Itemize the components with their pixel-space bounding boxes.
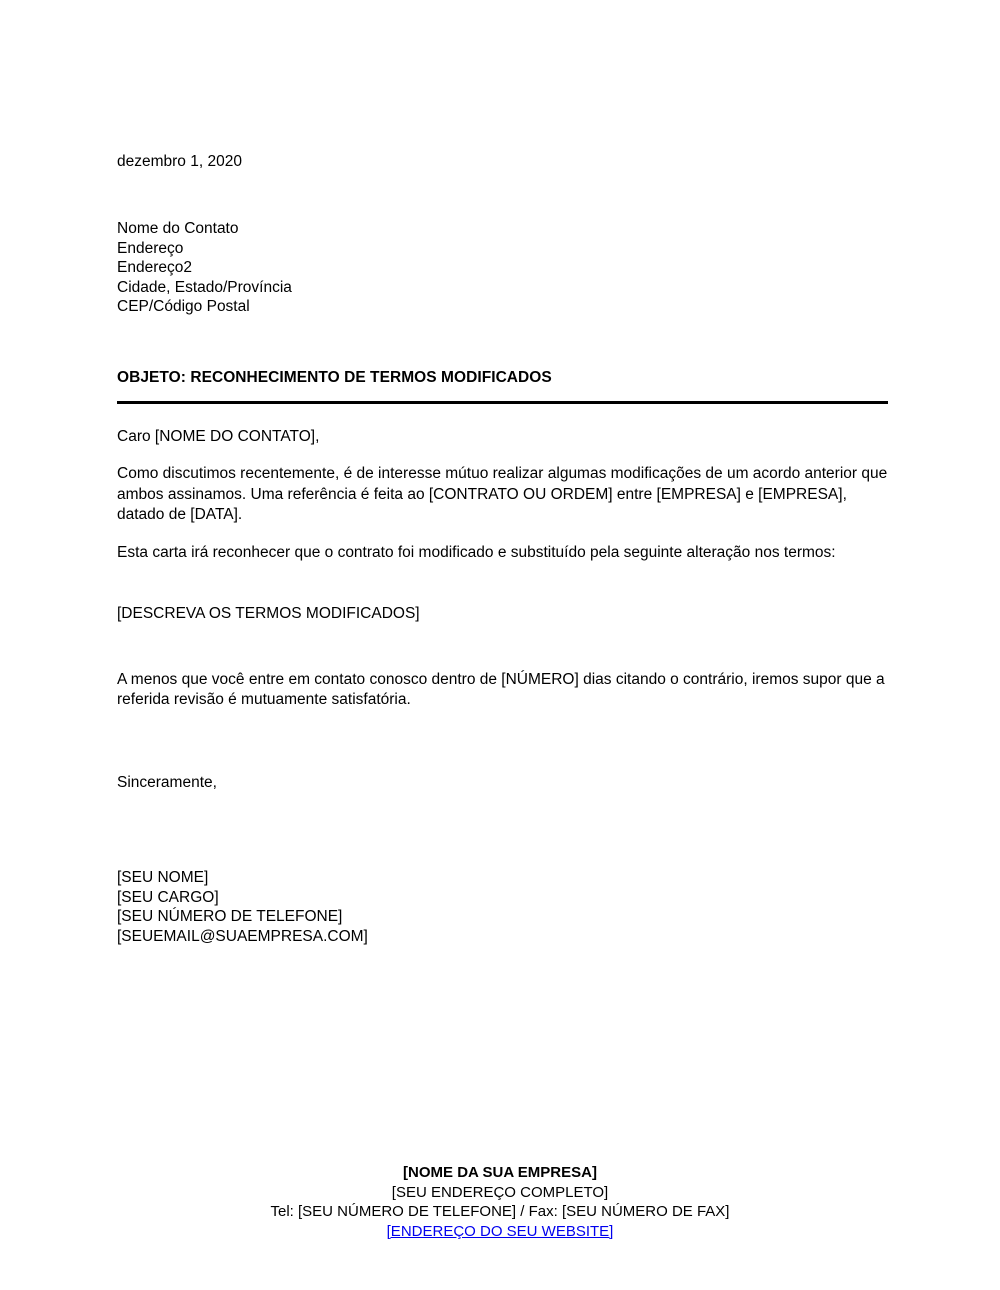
body-paragraph-3-placeholder-terms: [DESCREVA OS TERMOS MODIFICADOS]: [117, 605, 420, 622]
recipient-address-block: [117, 219, 888, 317]
signature-title: [SEU CARGO]: [117, 888, 219, 906]
footer-website-link[interactable]: [ENDEREÇO DO SEU WEBSITE]: [386, 1222, 614, 1240]
subject-heading: OBJETO: RECONHECIMENTO DE TERMOS MODIFICADOS: [117, 368, 552, 386]
footer-company-name: [NOME DA SUA EMPRESA]: [403, 1164, 597, 1181]
letter-body: [117, 427, 888, 711]
letter-content: [117, 152, 888, 946]
footer-phone-fax: Tel: [SEU NÚMERO DE TELEFONE] / Fax: [SEU NÚMERO DE FAX]: [270, 1203, 730, 1220]
address-line-name: Nome do Contato: [117, 220, 239, 237]
address-line-street: Endereço: [117, 239, 184, 257]
address-line-street2: Endereço2: [117, 259, 192, 276]
signature-name: [SEU NOME]: [117, 869, 209, 886]
footer-address: [SEU ENDEREÇO COMPLETO]: [391, 1183, 609, 1201]
signature-phone: [SEU NÚMERO DE TELEFONE]: [117, 908, 343, 925]
closing-salutation: Sinceramente,: [117, 773, 217, 791]
horizontal-rule: [117, 401, 888, 404]
salutation: Caro [NOME DO CONTATO],: [117, 427, 320, 445]
address-line-city: Cidade, Estado/Província: [117, 278, 292, 296]
signature-block: [117, 868, 888, 946]
letter-date: dezembro 1, 2020: [117, 153, 242, 170]
page-footer: [0, 1163, 1000, 1241]
signature-email: [SEUEMAIL@SUAEMPRESA.COM]: [117, 927, 368, 945]
body-paragraph-1: Como discutimos recentemente, é de interesse mútuo realizar algumas modificações de um acordo anterior que ambos assinamos. Uma referência é feita ao [CONTRATO OU ORDEM] entre [EMPRESA] e [EMPRESA], datado de [DATA].: [117, 465, 888, 523]
subject-section: [117, 368, 888, 404]
body-paragraph-4: A menos que você entre em contato conosco dentro de [NÚMERO] dias citando o contrário, iremos supor que a referida revisão é mutuamente satisfatória.: [117, 670, 885, 708]
body-paragraph-2: Esta carta irá reconhecer que o contrato foi modificado e substituído pela seguinte alteração nos termos:: [117, 543, 836, 561]
address-line-postal: CEP/Código Postal: [117, 298, 250, 315]
